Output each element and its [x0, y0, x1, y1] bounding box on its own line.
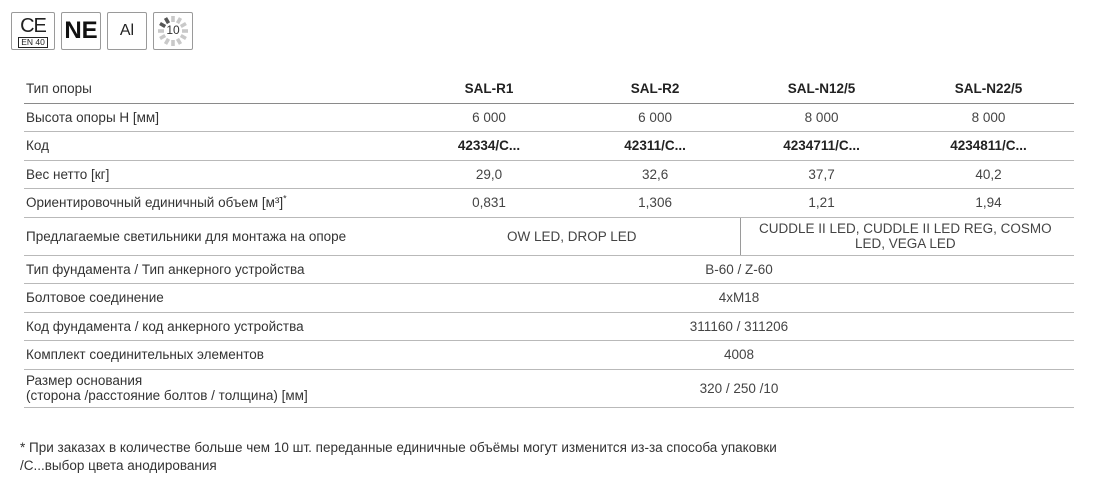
- table-cell: 1,306: [574, 189, 740, 218]
- table-cell: 320 / 250 /10: [408, 369, 1074, 407]
- ce-mark-text: CE: [20, 14, 46, 37]
- table-row-code: [24, 132, 1074, 161]
- specification-table: [24, 75, 1074, 408]
- table-cell-luminaires-b: CUDDLE II LED, CUDDLE II LED REG, COSMO LED, VEGA LED: [740, 217, 1074, 255]
- table-row-weight: [24, 160, 1074, 189]
- model-sal-n22-5: SAL-N22/5: [907, 75, 1074, 103]
- table-row-volume: [24, 189, 1074, 218]
- table-cell: 6 000: [574, 103, 740, 132]
- table-cell: 6 000: [408, 103, 574, 132]
- model-sal-r2: SAL-R2: [574, 75, 740, 103]
- table-cell: 32,6: [574, 160, 740, 189]
- row-label: Комплект соединительных элементов: [24, 341, 408, 370]
- table-row-height: [24, 103, 1074, 132]
- row-label: Болтовое соединение: [24, 284, 408, 313]
- footnotes: [20, 439, 777, 475]
- table-cell: 8 000: [740, 103, 907, 132]
- certification-badges: [11, 12, 193, 50]
- ce-standard-text: EN 40: [18, 37, 48, 48]
- row-label: [24, 369, 408, 407]
- row-label: Код фундамента / код анкерного устройства: [24, 312, 408, 341]
- material-badge: Al: [107, 12, 147, 50]
- table-row-kit: [24, 341, 1074, 370]
- footnote-packaging: * При заказах в количестве больше чем 10 шт. переданные единичные объёмы могут изменится из-за способа упаковки: [20, 440, 777, 455]
- table-cell: 42334/C...: [408, 132, 574, 161]
- row-label: Код: [24, 132, 408, 161]
- table-cell: 4xM18: [408, 284, 1074, 313]
- table-row-bolt: [24, 284, 1074, 313]
- table-cell: 1,21: [740, 189, 907, 218]
- row-label: Вес нетто [кг]: [24, 160, 408, 189]
- table-cell: 4008: [408, 341, 1074, 370]
- table-cell: B-60 / Z-60: [408, 255, 1074, 284]
- table-cell: 0,831: [408, 189, 574, 218]
- row-label-text: Ориентировочный единичный объем [м³]: [26, 195, 284, 211]
- ne-badge: NE: [61, 12, 101, 50]
- model-sal-r1: SAL-R1: [408, 75, 574, 103]
- footnote-mark: *: [283, 193, 287, 204]
- table-cell-luminaires-a: OW LED, DROP LED: [408, 217, 740, 255]
- table-cell: 42311/C...: [574, 132, 740, 161]
- header-label: Тип опоры: [24, 75, 408, 103]
- model-sal-n12-5: SAL-N12/5: [740, 75, 907, 103]
- table-cell: 311160 / 311206: [408, 312, 1074, 341]
- impact-rating-icon: [153, 12, 193, 50]
- ce-mark-badge: [11, 12, 55, 50]
- row-label: [24, 189, 408, 218]
- table-cell: 4234811/C...: [907, 132, 1074, 161]
- table-cell: 29,0: [408, 160, 574, 189]
- row-label: Тип фундамента / Тип анкерного устройства: [24, 255, 408, 284]
- table-header-row: [24, 75, 1074, 103]
- table-cell: 1,94: [907, 189, 1074, 218]
- row-label: Предлагаемые светильники для монтажа на опоре: [24, 217, 408, 255]
- table-row-luminaires: [24, 217, 1074, 255]
- row-label: Высота опоры H [мм]: [24, 103, 408, 132]
- table-row-foundation-type: [24, 255, 1074, 284]
- table-row-base-size: [24, 369, 1074, 407]
- table-cell: 40,2: [907, 160, 1074, 189]
- footnote-color: /C...выбор цвета анодирования: [20, 458, 217, 473]
- impact-rating-text: 10: [166, 23, 180, 37]
- row-label-line1: Размер основания: [26, 373, 143, 388]
- table-cell: 37,7: [740, 160, 907, 189]
- table-cell: 8 000: [907, 103, 1074, 132]
- table-row-foundation-code: [24, 312, 1074, 341]
- table-cell: 4234711/C...: [740, 132, 907, 161]
- row-label-line2: (сторона /расстояние болтов / толщина) [мм]: [26, 388, 308, 403]
